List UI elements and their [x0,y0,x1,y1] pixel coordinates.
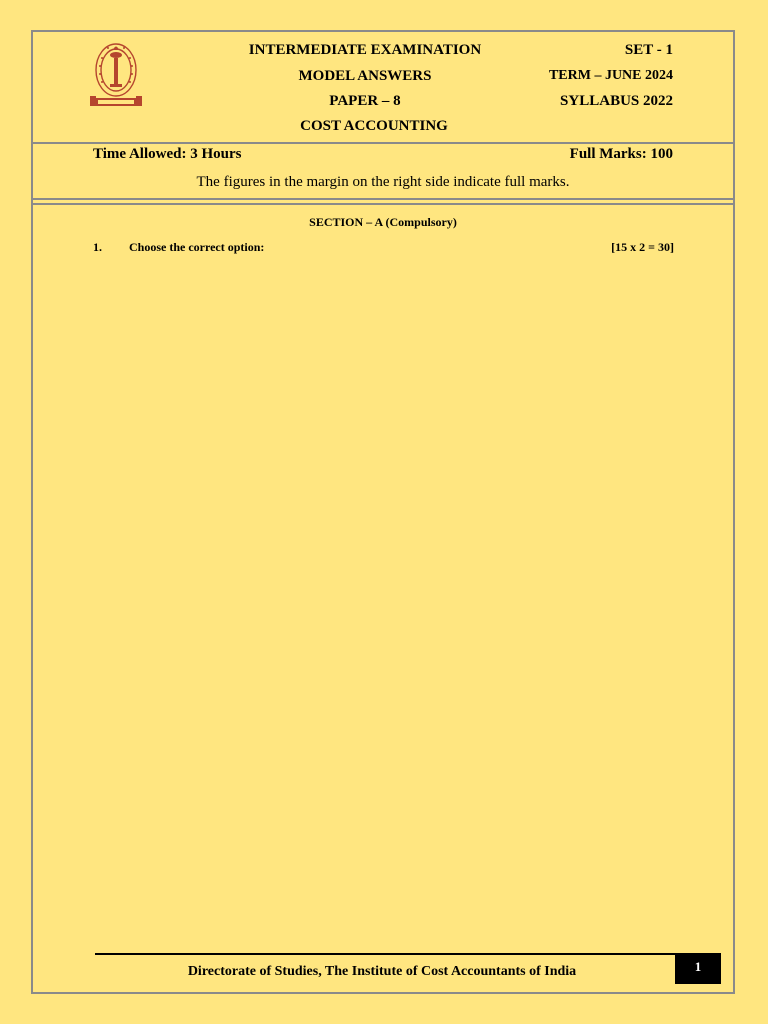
info-divider-bottom [31,203,735,205]
question-number: 1. [93,240,102,254]
institute-emblem-icon [88,38,144,112]
header-divider [31,142,735,144]
full-marks: Full Marks: 100 [569,146,673,162]
term-label: TERM – JUNE 2024 [548,68,673,83]
question-text: Choose the correct option: [129,240,265,254]
footer-text: Directorate of Studies, The Institute of Cost Accountants of India [187,964,577,979]
time-allowed: Time Allowed: 3 Hours [93,146,242,162]
model-answers-label: MODEL ANSWERS [298,68,432,84]
info-divider-top [31,198,735,200]
question-marks: [15 x 2 = 30] [611,240,674,254]
page-number: 1 [675,954,721,984]
exam-title: INTERMEDIATE EXAMINATION [248,42,482,58]
set-label: SET - 1 [624,42,673,58]
paper-number: PAPER – 8 [329,93,401,109]
subject-title: COST ACCOUNTING [300,118,448,134]
marks-note: The figures in the margin on the right side indicate full marks. [196,174,570,190]
section-title: SECTION – A (Compulsory) [309,215,457,229]
syllabus-label: SYLLABUS 2022 [560,93,673,109]
footer-rule [95,953,721,955]
